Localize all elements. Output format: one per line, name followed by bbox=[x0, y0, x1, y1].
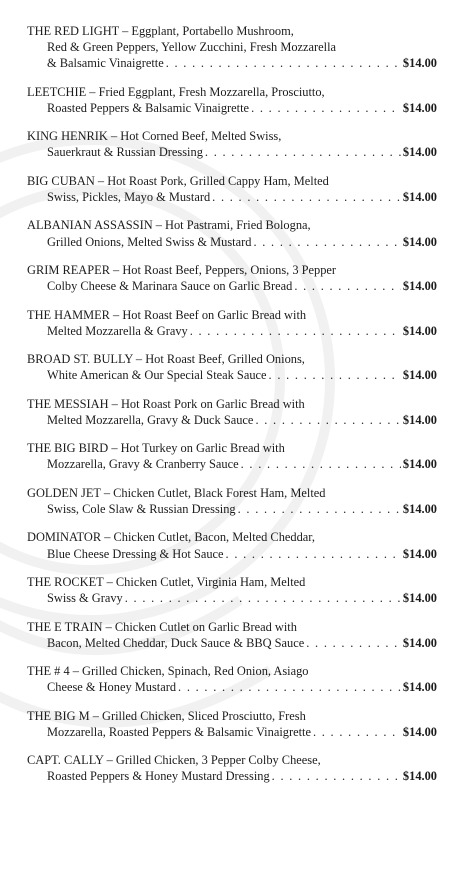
dot-leader bbox=[272, 768, 401, 784]
menu-item-description-line: Roasted Peppers & Balsamic Vinaigrette bbox=[47, 100, 250, 115]
menu-item-price-line bbox=[27, 189, 437, 205]
menu-item-description-line: Mozzarella, Roasted Peppers & Balsamic Vinaigrette bbox=[47, 724, 311, 739]
menu-item-price: $14.00 bbox=[402, 680, 437, 695]
menu-item bbox=[27, 440, 437, 472]
dot-leader bbox=[241, 456, 401, 472]
menu-item-price: $14.00 bbox=[402, 635, 437, 650]
menu-item-description-line: Melted Mozzarella, Gravy & Duck Sauce bbox=[47, 412, 254, 427]
menu-item-name-line: CAPT. CALLY – Grilled Chicken, 3 Pepper Colby Cheese, bbox=[27, 753, 321, 768]
menu-item-description-line: & Balsamic Vinaigrette bbox=[47, 56, 164, 71]
menu-item-price: $14.00 bbox=[402, 145, 437, 160]
dot-leader bbox=[166, 55, 401, 71]
menu-item-name-line: DOMINATOR – Chicken Cutlet, Bacon, Melted Cheddar, bbox=[27, 530, 316, 545]
menu-item-name-line: GOLDEN JET – Chicken Cutlet, Black Forest Ham, Melted bbox=[27, 485, 326, 500]
menu-item bbox=[27, 217, 437, 249]
menu-item-description-line: Blue Cheese Dressing & Hot Sauce bbox=[47, 546, 224, 561]
menu-item bbox=[27, 752, 437, 784]
menu-item-price-line bbox=[27, 635, 437, 651]
menu-item bbox=[27, 485, 437, 517]
menu-item-description-line: Roasted Peppers & Honey Mustard Dressing bbox=[47, 769, 270, 784]
menu-item bbox=[27, 173, 437, 205]
menu-item-price-line bbox=[27, 323, 437, 339]
menu-item-name-line: THE RED LIGHT – Eggplant, Portabello Mushroom, bbox=[27, 24, 294, 38]
menu-item-price-line bbox=[27, 100, 437, 116]
dot-leader bbox=[212, 189, 401, 205]
dot-leader bbox=[253, 234, 400, 250]
dot-leader bbox=[238, 501, 401, 517]
menu-item-price: $14.00 bbox=[402, 189, 437, 204]
menu-item bbox=[27, 663, 437, 695]
menu-item-price: $14.00 bbox=[402, 368, 437, 383]
menu-item-description-line: Bacon, Melted Cheddar, Duck Sauce & BBQ Sauce bbox=[47, 635, 305, 650]
menu-item-description-line: Swiss & Gravy bbox=[47, 591, 123, 606]
menu-item-description-line: Grilled Onions, Melted Swiss & Mustard bbox=[47, 234, 252, 249]
menu-item-name-line: BIG CUBAN – Hot Roast Pork, Grilled Cappy Ham, Melted bbox=[27, 173, 329, 188]
menu-item-price: $14.00 bbox=[402, 546, 437, 561]
menu-item-price-line bbox=[27, 278, 437, 294]
dot-leader bbox=[125, 590, 401, 606]
menu-item-price: $14.00 bbox=[402, 457, 437, 472]
menu-item-name-line: THE BIG BIRD – Hot Turkey on Garlic Bread with bbox=[27, 441, 285, 456]
menu-item bbox=[27, 128, 437, 160]
dot-leader bbox=[190, 323, 401, 339]
menu-item bbox=[27, 396, 437, 428]
menu-item-price: $14.00 bbox=[402, 412, 437, 427]
menu-item-price-line bbox=[27, 679, 437, 695]
menu-item-price-line bbox=[27, 412, 437, 428]
menu-item-price-line bbox=[27, 501, 437, 517]
menu-item-name-line: THE HAMMER – Hot Roast Beef on Garlic Bread with bbox=[27, 307, 307, 322]
menu-item bbox=[27, 529, 437, 561]
menu-item bbox=[27, 619, 437, 651]
menu-item-name-line: ALBANIAN ASSASSIN – Hot Pastrami, Fried Bologna, bbox=[27, 218, 311, 233]
menu-item-price: $14.00 bbox=[402, 234, 437, 249]
menu-item-name-line: THE MESSIAH – Hot Roast Pork on Garlic Bread with bbox=[27, 396, 305, 411]
dot-leader bbox=[306, 635, 401, 651]
menu-item-name-line: THE ROCKET – Chicken Cutlet, Virginia Ham, Melted bbox=[27, 575, 306, 590]
menu-item bbox=[27, 351, 437, 383]
menu-item-description-line: Mozzarella, Gravy & Cranberry Sauce bbox=[47, 457, 239, 472]
dot-leader bbox=[226, 546, 401, 562]
dot-leader bbox=[205, 144, 401, 160]
menu-item-name-line: KING HENRIK – Hot Corned Beef, Melted Swiss, bbox=[27, 129, 282, 144]
menu-item-price: $14.00 bbox=[402, 323, 437, 338]
dot-leader bbox=[255, 412, 400, 428]
menu-item-price: $14.00 bbox=[402, 100, 437, 115]
menu-item-price-line bbox=[27, 456, 437, 472]
menu-item-description-line: Swiss, Cole Slaw & Russian Dressing bbox=[47, 501, 236, 516]
menu-item-description-line: Cheese & Honey Mustard bbox=[47, 680, 177, 695]
menu-item bbox=[27, 262, 437, 294]
menu-item-price-line bbox=[27, 144, 437, 160]
menu-item bbox=[27, 23, 437, 71]
menu-item-description-line: Melted Mozzarella & Gravy bbox=[47, 323, 188, 338]
menu-item-description-line: Red & Green Peppers, Yellow Zucchini, Fresh Mozzarella bbox=[47, 40, 337, 55]
menu-item-price-line bbox=[27, 55, 437, 71]
menu-item-description-line: Sauerkraut & Russian Dressing bbox=[47, 145, 203, 160]
menu-item-price: $14.00 bbox=[402, 724, 437, 739]
menu-item-name-line: THE E TRAIN – Chicken Cutlet on Garlic Bread with bbox=[27, 619, 297, 634]
menu-item-price: $14.00 bbox=[402, 591, 437, 606]
menu-item-price-line bbox=[27, 590, 437, 606]
sandwich-menu-list bbox=[27, 23, 437, 797]
menu-item-price-line bbox=[27, 367, 437, 383]
dot-leader bbox=[251, 100, 401, 116]
dot-leader bbox=[294, 278, 401, 294]
menu-item bbox=[27, 84, 437, 116]
menu-item-description-line: Colby Cheese & Marinara Sauce on Garlic Bread bbox=[47, 279, 293, 294]
menu-item-price: $14.00 bbox=[402, 769, 437, 784]
menu-item-price: $14.00 bbox=[402, 56, 437, 71]
menu-item-name-line: LEETCHIE – Fried Eggplant, Fresh Mozzarella, Prosciutto, bbox=[27, 84, 325, 99]
menu-item-description-line: White American & Our Special Steak Sauce bbox=[47, 368, 267, 383]
dot-leader bbox=[313, 724, 401, 740]
menu-item-price: $14.00 bbox=[402, 279, 437, 294]
menu-item-price-line bbox=[27, 234, 437, 250]
menu-item bbox=[27, 574, 437, 606]
dot-leader bbox=[178, 679, 401, 695]
menu-item bbox=[27, 708, 437, 740]
menu-item-price-line bbox=[27, 724, 437, 740]
menu-item-price: $14.00 bbox=[402, 501, 437, 516]
menu-item-price-line bbox=[27, 546, 437, 562]
menu-item-name-line: BROAD ST. BULLY – Hot Roast Beef, Grilled Onions, bbox=[27, 352, 305, 367]
menu-item bbox=[27, 307, 437, 339]
menu-item-name-line: THE # 4 – Grilled Chicken, Spinach, Red Onion, Asiago bbox=[27, 664, 309, 679]
menu-item-name-line: THE BIG M – Grilled Chicken, Sliced Prosciutto, Fresh bbox=[27, 708, 306, 723]
menu-item-name-line: GRIM REAPER – Hot Roast Beef, Peppers, Onions, 3 Pepper bbox=[27, 262, 337, 277]
menu-item-price-line bbox=[27, 768, 437, 784]
menu-item-description-line: Swiss, Pickles, Mayo & Mustard bbox=[47, 189, 211, 204]
dot-leader bbox=[269, 367, 401, 383]
